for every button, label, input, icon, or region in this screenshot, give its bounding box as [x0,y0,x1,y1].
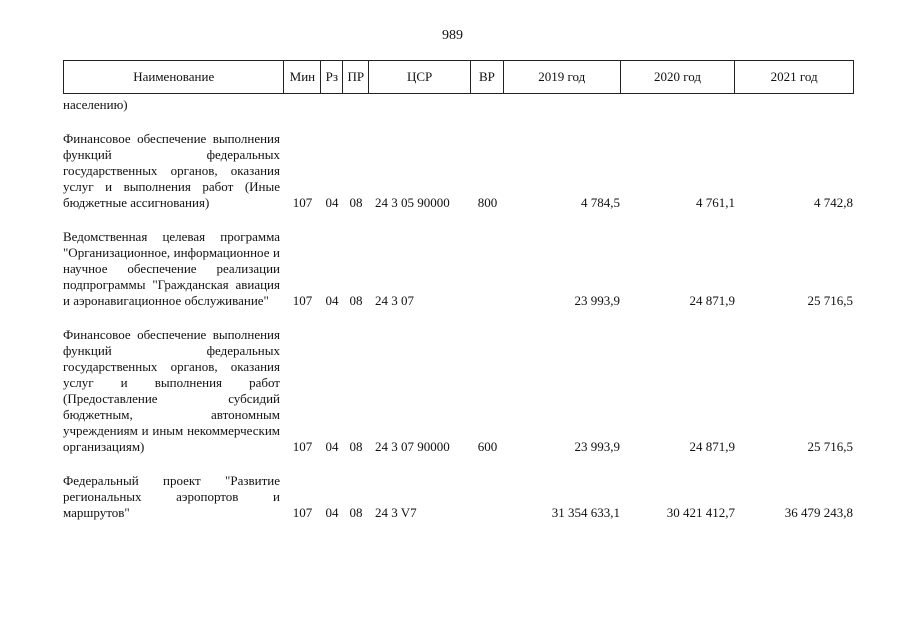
row-2020: 24 871,9 [689,439,735,454]
row-2021: 25 716,5 [807,439,853,454]
row-2019: 4 784,5 [581,195,620,210]
table-row [63,327,854,455]
table-row [63,97,854,113]
row-vr: 800 [477,195,498,210]
row-2021: 25 716,5 [807,293,853,308]
header-2021: 2021 год [770,69,818,84]
row-name: Финансовое обеспечение выполнения функций федеральных государственных органов, оказания услуг и выполнения работ (Предоставление субсидий бюджетным, автономным учреждениям и иным некоммерческим организациям) [63,327,280,454]
row-2020: 4 761,1 [696,195,735,210]
row-2019: 23 993,9 [574,293,620,308]
row-min: 107 [292,293,313,308]
row-name: Ведомственная целевая программа "Организационное, информационное и научное обеспечение реализации подпрограммы "Гражданская авиация и аэронавигационное обслуживание" [63,229,280,308]
row-2021: 36 479 243,8 [784,505,853,520]
row-min: 107 [292,505,313,520]
table-row [63,229,854,309]
row-2019: 23 993,9 [574,439,620,454]
row-name: Федеральный проект "Развитие региональных аэропортов и маршрутов" [63,473,280,520]
row-pr: 08 [349,293,363,308]
header-csr: ЦСР [369,61,471,93]
row-csr: 24 3 05 90000 [375,195,450,210]
table-header [63,60,854,94]
row-name: населению) [63,97,128,112]
table-row [63,473,854,521]
row-2020: 30 421 412,7 [666,505,735,520]
table-body [63,97,854,539]
row-vr: 600 [477,439,498,454]
row-pr: 08 [349,505,363,520]
header-2020: 2020 год [621,61,736,93]
header-pr: ПР [343,61,369,93]
header-rz: Рз [321,61,343,93]
row-rz: 04 [325,293,339,308]
row-2021: 4 742,8 [814,195,853,210]
row-rz: 04 [325,505,339,520]
row-rz: 04 [325,439,339,454]
page-number: 989 [442,28,463,43]
header-min: Мин [284,61,321,93]
row-csr: 24 3 V7 [375,505,417,520]
row-2020: 24 871,9 [689,293,735,308]
row-pr: 08 [349,439,363,454]
row-2019: 31 354 633,1 [551,505,620,520]
table-row [63,131,854,211]
header-2019: 2019 год [504,61,621,93]
row-csr: 24 3 07 90000 [375,439,450,454]
row-rz: 04 [325,195,339,210]
row-pr: 08 [349,195,363,210]
row-min: 107 [292,439,313,454]
row-min: 107 [292,195,313,210]
row-csr: 24 3 07 [375,293,414,308]
row-name: Финансовое обеспечение выполнения функций федеральных государственных органов, оказания услуг и выполнения работ (Иные бюджетные ассигнования) [63,131,280,210]
header-vr: ВР [471,61,504,93]
header-name: Наименование [64,61,284,93]
